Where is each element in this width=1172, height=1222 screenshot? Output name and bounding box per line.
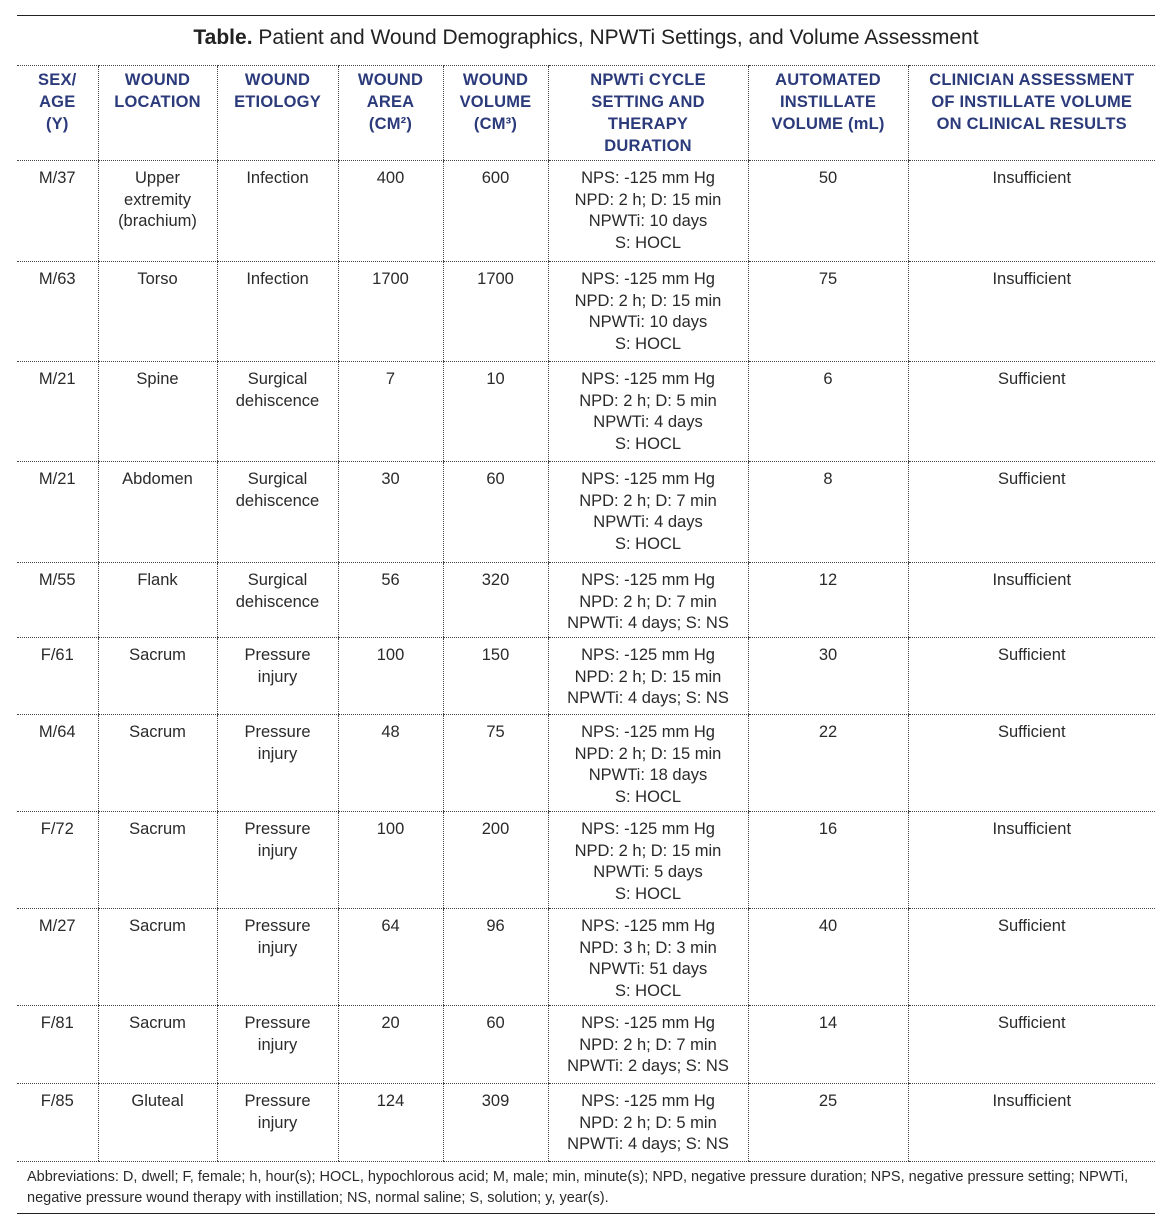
data-table <box>17 65 1155 1162</box>
cell-line: injury <box>257 841 298 860</box>
cell-wound-volume: 309 <box>443 1084 548 1162</box>
cell-line: Surgical <box>247 571 308 589</box>
column-header-line: SEX/ <box>38 71 77 89</box>
cell-wound-location <box>98 362 217 462</box>
cell-wound-location <box>98 462 217 563</box>
cell-instillate-volume: 75 <box>748 262 908 362</box>
cell-sex-age: F/81 <box>17 1006 98 1084</box>
column-header-line: WOUND <box>462 71 529 89</box>
cell-npwti-settings <box>548 638 748 715</box>
cell-line: NPS: -125 mm Hg <box>581 646 715 664</box>
table-row <box>17 262 1155 362</box>
cell-instillate-volume: 8 <box>748 462 908 563</box>
cell-wound-etiology <box>217 462 338 563</box>
cell-line: Surgical <box>247 470 308 488</box>
cell-clinician-assessment: Sufficient <box>908 638 1155 715</box>
cell-sex-age: M/21 <box>17 362 98 462</box>
column-header-line: (CM²) <box>368 115 413 133</box>
cell-line: NPD: 2 h; D: 7 min <box>579 592 717 611</box>
column-header-line: (CM³) <box>473 115 518 133</box>
cell-line: S: HOCL <box>614 233 682 252</box>
table-body <box>17 161 1155 1162</box>
cell-line: (brachium) <box>118 212 197 230</box>
cell-line: NPWTi: 4 days <box>593 513 703 531</box>
table-row <box>17 638 1155 715</box>
cell-line: NPD: 2 h; D: 7 min <box>579 491 717 510</box>
cell-instillate-volume: 50 <box>748 161 908 262</box>
cell-wound-area: 56 <box>338 563 443 638</box>
cell-line: NPS: -125 mm Hg <box>581 820 715 838</box>
table-row <box>17 812 1155 909</box>
cell-npwti-settings <box>548 462 748 563</box>
cell-sex-age: M/63 <box>17 262 98 362</box>
cell-npwti-settings <box>548 715 748 812</box>
cell-wound-location <box>98 1084 217 1162</box>
column-header-sex-age <box>17 66 98 161</box>
cell-clinician-assessment: Insufficient <box>908 1084 1155 1162</box>
column-header-npwti-settings <box>548 66 748 161</box>
cell-clinician-assessment: Sufficient <box>908 362 1155 462</box>
cell-clinician-assessment: Sufficient <box>908 715 1155 812</box>
cell-line: Pressure <box>244 820 311 838</box>
cell-wound-etiology <box>217 1084 338 1162</box>
cell-line: NPWTi: 2 days; S: NS <box>567 1057 729 1075</box>
cell-wound-volume: 60 <box>443 462 548 563</box>
cell-sex-age: M/21 <box>17 462 98 563</box>
cell-line: Torso <box>137 270 178 288</box>
table-title <box>0 26 1172 50</box>
cell-wound-location <box>98 638 217 715</box>
cell-sex-age: M/37 <box>17 161 98 262</box>
cell-wound-location <box>98 812 217 909</box>
cell-line: Abdomen <box>122 470 193 488</box>
column-header-wound-etiology <box>217 66 338 161</box>
cell-wound-etiology <box>217 262 338 362</box>
cell-clinician-assessment: Insufficient <box>908 161 1155 262</box>
column-header-wound-area <box>338 66 443 161</box>
cell-line: injury <box>257 667 298 686</box>
bottom-rule <box>17 1213 1155 1214</box>
cell-line: dehiscence <box>235 391 320 410</box>
table-row <box>17 161 1155 262</box>
column-header-line: NPWTi CYCLE <box>590 71 706 89</box>
cell-line: S: HOCL <box>614 434 682 453</box>
cell-wound-volume: 10 <box>443 362 548 462</box>
cell-line: injury <box>257 1035 298 1054</box>
cell-clinician-assessment: Insufficient <box>908 563 1155 638</box>
column-header-line: ETIOLOGY <box>234 93 321 111</box>
column-header-clinician-assessment <box>908 66 1155 161</box>
cell-line: NPD: 2 h; D: 15 min <box>574 667 722 686</box>
table-row <box>17 362 1155 462</box>
cell-line: Sacrum <box>129 820 186 838</box>
cell-wound-area: 400 <box>338 161 443 262</box>
cell-instillate-volume: 14 <box>748 1006 908 1084</box>
cell-line: NPD: 2 h; D: 15 min <box>574 744 722 763</box>
column-header-line: AREA <box>366 93 415 111</box>
table-row <box>17 563 1155 638</box>
cell-line: S: HOCL <box>614 787 682 806</box>
cell-line: NPWTi: 4 days; S: NS <box>567 614 729 632</box>
cell-instillate-volume: 12 <box>748 563 908 638</box>
column-header-line: DURATION <box>604 137 692 155</box>
cell-npwti-settings <box>548 1006 748 1084</box>
cell-line: NPD: 3 h; D: 3 min <box>579 938 717 957</box>
cell-line: S: HOCL <box>614 884 682 903</box>
cell-line: injury <box>257 938 298 957</box>
cell-line: S: HOCL <box>614 334 682 353</box>
column-header-line: WOUND <box>124 71 191 89</box>
cell-line: NPS: -125 mm Hg <box>581 270 715 288</box>
cell-clinician-assessment: Insufficient <box>908 812 1155 909</box>
cell-line: Flank <box>137 571 178 589</box>
cell-instillate-volume: 25 <box>748 1084 908 1162</box>
cell-wound-etiology <box>217 161 338 262</box>
cell-line: NPWTi: 10 days <box>588 313 708 331</box>
cell-wound-etiology <box>217 909 338 1006</box>
column-header-wound-location <box>98 66 217 161</box>
column-header-wound-volume <box>443 66 548 161</box>
cell-sex-age: F/85 <box>17 1084 98 1162</box>
cell-sex-age: M/64 <box>17 715 98 812</box>
cell-line: NPS: -125 mm Hg <box>581 571 715 589</box>
cell-line: S: HOCL <box>614 981 682 1000</box>
cell-line: Sacrum <box>129 723 186 741</box>
column-header-line: WOUND <box>357 71 424 89</box>
column-header-line: INSTILLATE <box>779 93 877 111</box>
column-header-line: VOLUME (mL) <box>771 115 885 133</box>
cell-line: injury <box>257 1113 298 1132</box>
column-header-line: CLINICIAN ASSESSMENT <box>929 71 1135 89</box>
cell-line: NPWTi: 4 days <box>593 413 703 431</box>
cell-line: NPWTi: 10 days <box>588 212 708 230</box>
cell-instillate-volume: 40 <box>748 909 908 1006</box>
cell-line: Gluteal <box>131 1092 184 1110</box>
top-rule <box>17 15 1155 16</box>
cell-line: NPS: -125 mm Hg <box>581 723 715 741</box>
column-header-line: AGE <box>39 93 76 111</box>
cell-line: NPWTi: 5 days <box>593 863 703 881</box>
cell-npwti-settings <box>548 161 748 262</box>
cell-line: NPD: 2 h; D: 5 min <box>579 1113 717 1132</box>
cell-wound-location <box>98 161 217 262</box>
cell-line: Pressure <box>244 1092 311 1110</box>
cell-line: NPD: 2 h; D: 15 min <box>574 841 722 860</box>
cell-line: NPS: -125 mm Hg <box>581 1092 715 1110</box>
cell-wound-area: 64 <box>338 909 443 1006</box>
cell-wound-area: 124 <box>338 1084 443 1162</box>
cell-wound-location <box>98 715 217 812</box>
cell-line: Sacrum <box>129 646 186 664</box>
cell-line: extremity <box>124 190 191 209</box>
cell-wound-volume: 1700 <box>443 262 548 362</box>
cell-line: NPD: 2 h; D: 15 min <box>574 190 722 209</box>
cell-npwti-settings <box>548 362 748 462</box>
cell-clinician-assessment: Sufficient <box>908 1006 1155 1084</box>
cell-wound-etiology <box>217 563 338 638</box>
cell-line: NPWTi: 4 days; S: NS <box>567 689 729 707</box>
table-title-text: Patient and Wound Demographics, NPWTi Settings, and Volume Assessment <box>258 26 979 49</box>
cell-line: Spine <box>136 370 179 388</box>
cell-wound-volume: 75 <box>443 715 548 812</box>
cell-line: NPS: -125 mm Hg <box>581 470 715 488</box>
cell-wound-volume: 200 <box>443 812 548 909</box>
cell-instillate-volume: 6 <box>748 362 908 462</box>
column-header-line: ON CLINICAL RESULTS <box>936 115 1127 133</box>
cell-instillate-volume: 16 <box>748 812 908 909</box>
column-header-line: LOCATION <box>114 93 201 111</box>
cell-clinician-assessment: Insufficient <box>908 262 1155 362</box>
cell-sex-age: F/61 <box>17 638 98 715</box>
cell-wound-area: 100 <box>338 812 443 909</box>
column-header-instillate-volume <box>748 66 908 161</box>
cell-line: Pressure <box>244 723 311 741</box>
cell-npwti-settings <box>548 1084 748 1162</box>
cell-wound-location <box>98 563 217 638</box>
column-header-line: SETTING AND <box>591 93 705 111</box>
cell-sex-age: M/27 <box>17 909 98 1006</box>
cell-line: NPS: -125 mm Hg <box>581 370 715 388</box>
cell-wound-etiology <box>217 715 338 812</box>
table-row <box>17 909 1155 1006</box>
cell-npwti-settings <box>548 262 748 362</box>
cell-wound-area: 100 <box>338 638 443 715</box>
cell-line: Infection <box>246 169 309 187</box>
cell-line: Pressure <box>244 1014 311 1032</box>
table-row <box>17 1084 1155 1162</box>
cell-instillate-volume: 22 <box>748 715 908 812</box>
abbreviations-footnote: Abbreviations: D, dwell; F, female; h, hour(s); HOCL, hypochlorous acid; M, male; min, minute(s); NPD, negative pressure duration; NPS, negative pressure setting; NPWTi, negative pressure wound therapy with instillation; NS, normal saline; S, solution; y, year(s). <box>27 1169 1129 1206</box>
cell-line: NPWTi: 18 days <box>588 766 708 784</box>
cell-line: NPD: 2 h; D: 5 min <box>579 391 717 410</box>
cell-wound-etiology <box>217 1006 338 1084</box>
cell-line: Pressure <box>244 917 311 935</box>
cell-instillate-volume: 30 <box>748 638 908 715</box>
cell-wound-area: 7 <box>338 362 443 462</box>
cell-sex-age: M/55 <box>17 563 98 638</box>
cell-line: NPWTi: 51 days <box>588 960 708 978</box>
cell-npwti-settings <box>548 812 748 909</box>
cell-wound-volume: 150 <box>443 638 548 715</box>
table-row <box>17 715 1155 812</box>
cell-line: NPD: 2 h; D: 7 min <box>579 1035 717 1054</box>
column-header-line: VOLUME <box>459 93 532 111</box>
cell-line: S: HOCL <box>614 534 682 553</box>
cell-line: dehiscence <box>235 491 320 510</box>
cell-clinician-assessment: Sufficient <box>908 909 1155 1006</box>
table-header <box>17 66 1155 161</box>
cell-wound-volume: 600 <box>443 161 548 262</box>
cell-wound-volume: 96 <box>443 909 548 1006</box>
table-row <box>17 462 1155 563</box>
cell-wound-volume: 320 <box>443 563 548 638</box>
cell-line: Upper <box>135 169 180 187</box>
cell-line: Sacrum <box>129 917 186 935</box>
cell-wound-etiology <box>217 362 338 462</box>
cell-line: injury <box>257 744 298 763</box>
cell-wound-etiology <box>217 812 338 909</box>
column-header-line: (Y) <box>45 115 69 133</box>
cell-line: Pressure <box>244 646 311 664</box>
column-header-line: OF INSTILLATE VOLUME <box>931 93 1133 111</box>
cell-line: NPS: -125 mm Hg <box>581 1014 715 1032</box>
cell-wound-etiology <box>217 638 338 715</box>
cell-line: NPS: -125 mm Hg <box>581 169 715 187</box>
column-header-line: THERAPY <box>607 115 689 133</box>
cell-sex-age: F/72 <box>17 812 98 909</box>
cell-line: NPS: -125 mm Hg <box>581 917 715 935</box>
cell-clinician-assessment: Sufficient <box>908 462 1155 563</box>
cell-wound-area: 30 <box>338 462 443 563</box>
cell-wound-location <box>98 909 217 1006</box>
column-header-line: AUTOMATED <box>775 71 881 89</box>
cell-line: NPD: 2 h; D: 15 min <box>574 291 722 310</box>
cell-wound-volume: 60 <box>443 1006 548 1084</box>
cell-line: Sacrum <box>129 1014 186 1032</box>
cell-wound-location <box>98 1006 217 1084</box>
cell-line: dehiscence <box>235 592 320 611</box>
cell-wound-location <box>98 262 217 362</box>
cell-wound-area: 20 <box>338 1006 443 1084</box>
table-title-label: Table. <box>193 26 253 49</box>
column-header-line: WOUND <box>244 71 311 89</box>
cell-npwti-settings <box>548 909 748 1006</box>
cell-line: Surgical <box>247 370 308 388</box>
table-row <box>17 1006 1155 1084</box>
cell-npwti-settings <box>548 563 748 638</box>
cell-wound-area: 48 <box>338 715 443 812</box>
cell-line: NPWTi: 4 days; S: NS <box>567 1135 729 1153</box>
cell-wound-area: 1700 <box>338 262 443 362</box>
header-row <box>17 66 1155 161</box>
cell-line: Infection <box>246 270 309 288</box>
